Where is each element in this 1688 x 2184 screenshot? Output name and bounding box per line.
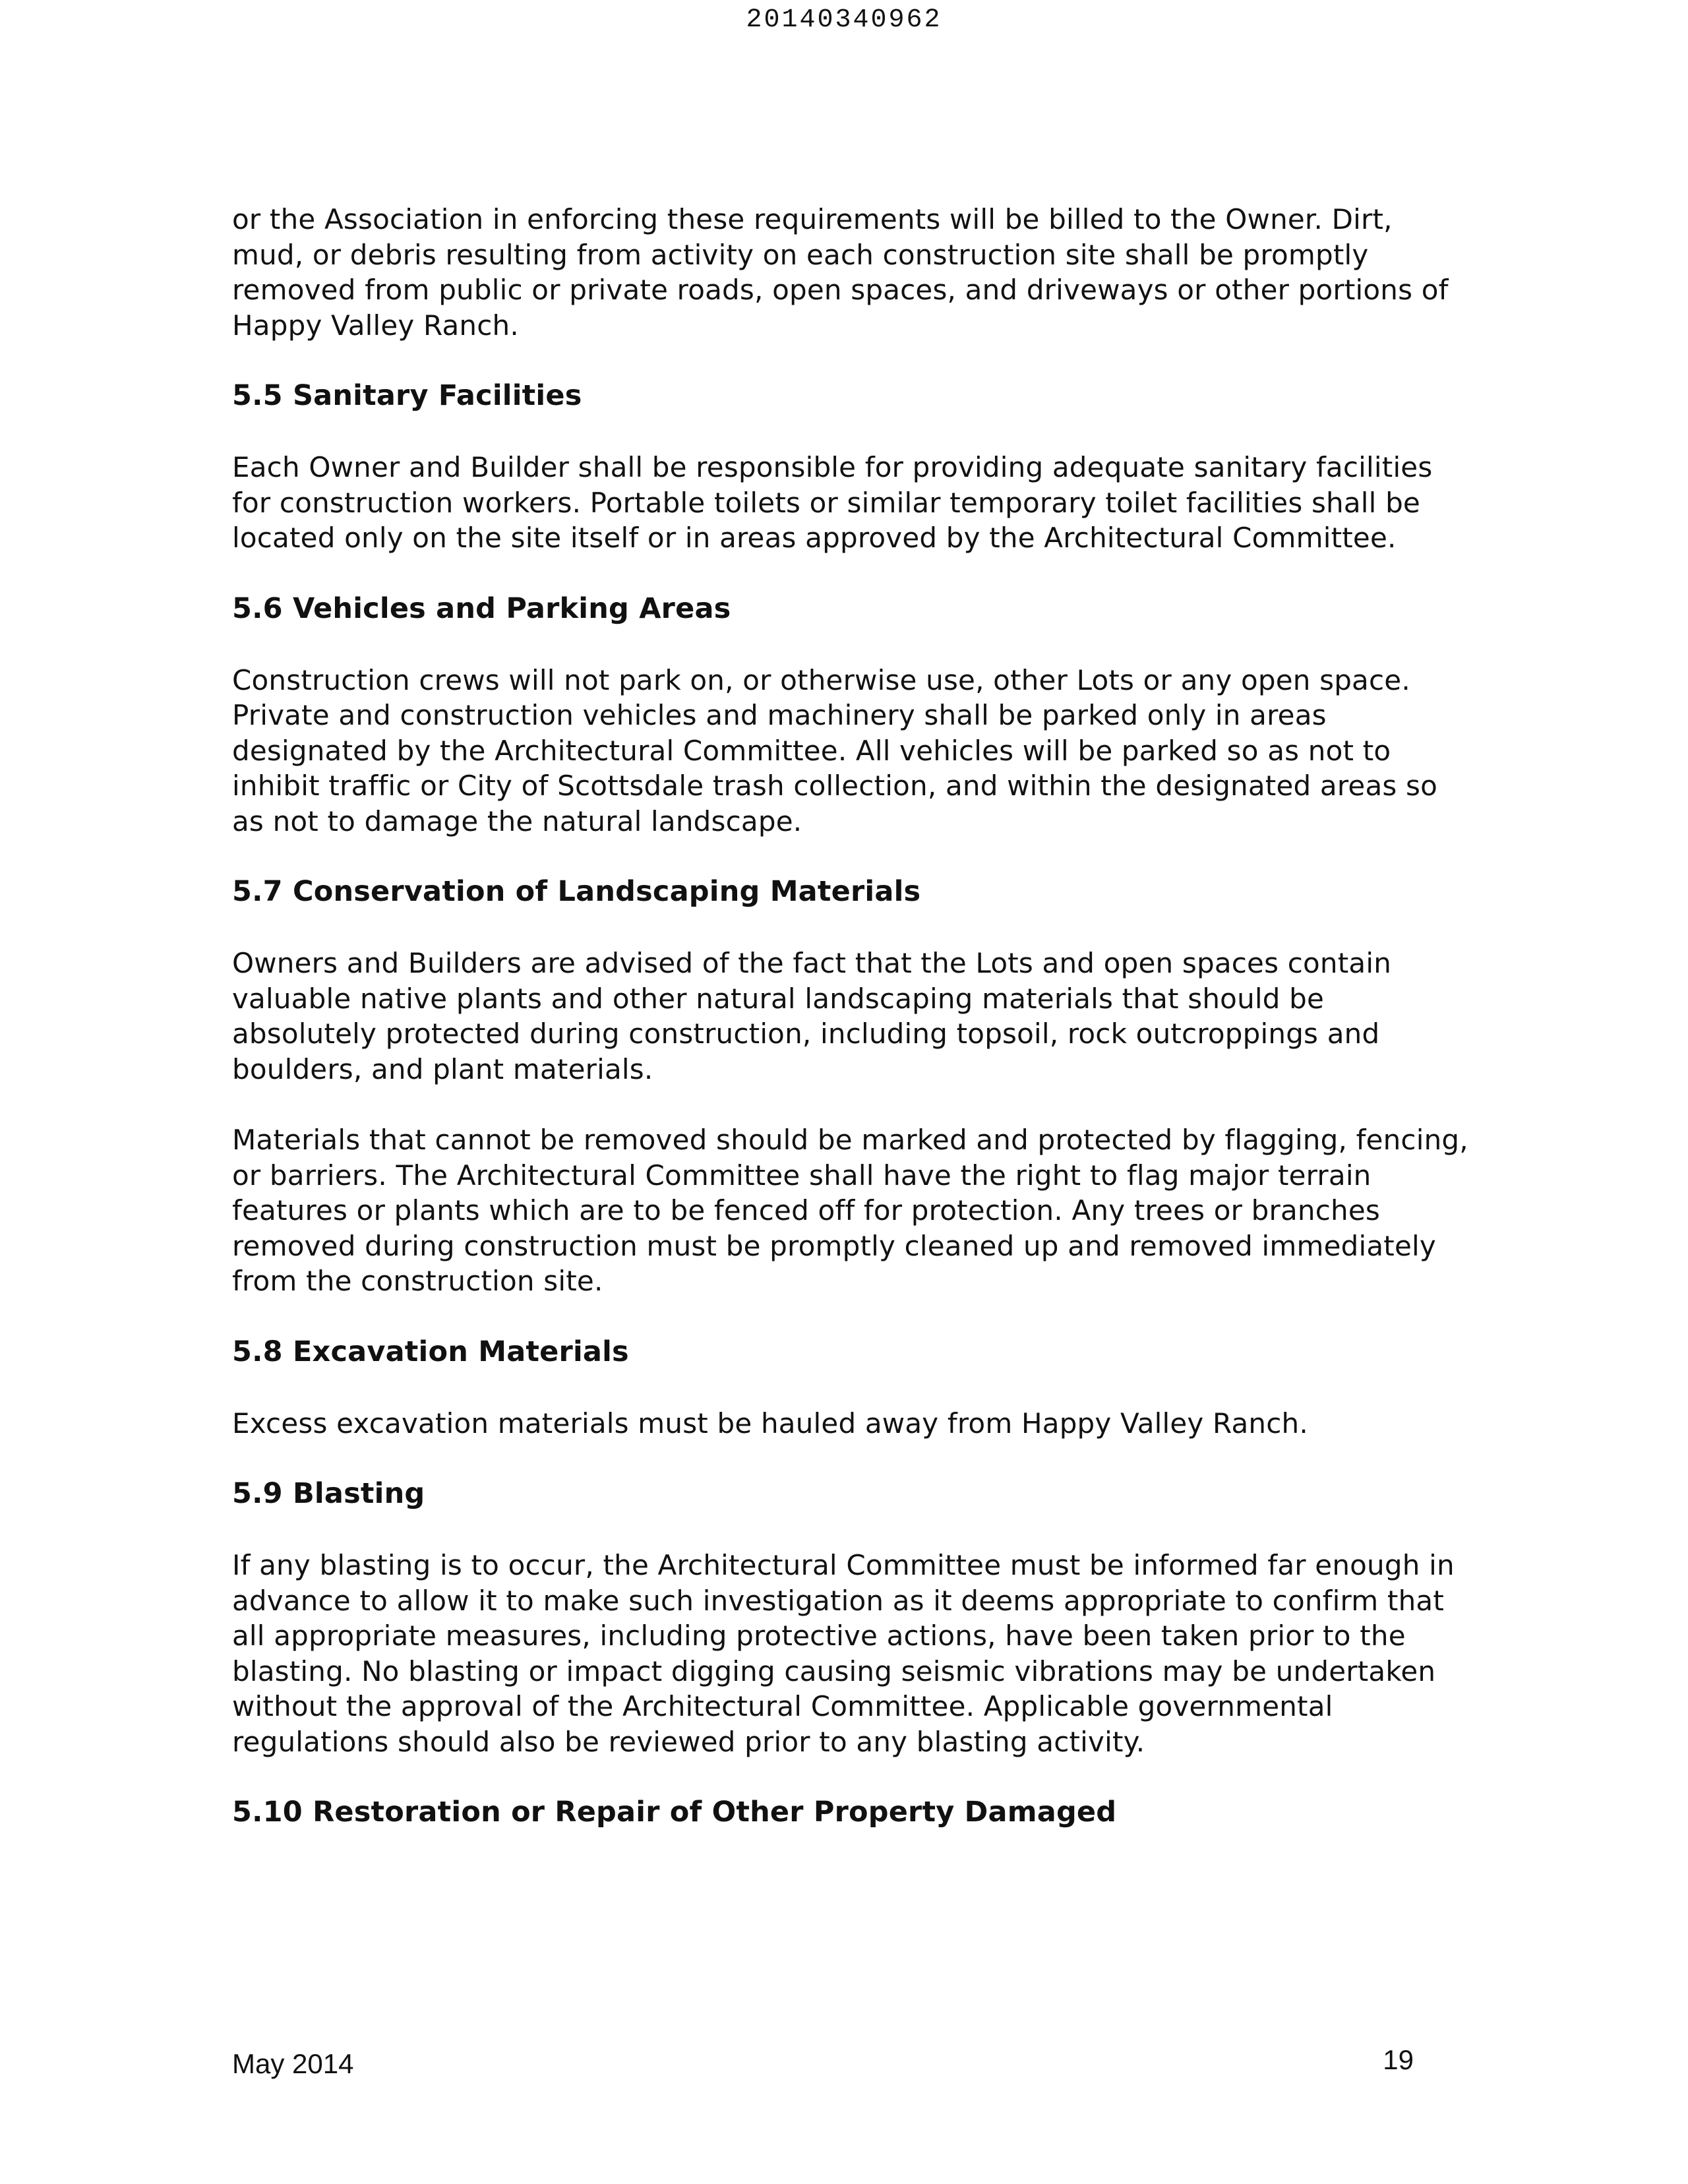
section-heading-5-6: 5.6 Vehicles and Parking Areas [232,592,731,625]
footer-date: May 2014 [232,2048,354,2079]
paragraph-sanitary-facilities: Each Owner and Builder shall be responsible for providing adequate sanitary facilities for construction workers. Portable toilets or similar temporary toilet facilities shall be located only on the site itself or in areas approved by the Architectural Committee. [232,451,1433,554]
paragraph-vehicles-parking: Construction crews will not park on, or otherwise use, other Lots or any open space. Private and construction vehicles and machinery shall be parked only in areas designated by the Architectural Committee. All vehicles will be parked so as not to inhibit traffic or City of Scottsdale trash collection, and within the designated areas so as not to damage the natural landscape. [232,663,1437,837]
section-heading-5-10: 5.10 Restoration or Repair of Other Property Damaged [232,1796,1117,1829]
section-heading-5-5: 5.5 Sanitary Facilities [232,379,582,412]
paragraph-blasting: If any blasting is to occur, the Architectural Committee must be informed far enough in advance to allow it to make such investigation as it deems appropriate to confirm that all appropriate measures, including protective actions, have been taken prior to the blasting. No blasting or impact digging causing seismic vibrations may be undertaken without the approval of the Architectural Committee. Applicable governmental regulations should also be reviewed prior to any blasting activity. [232,1549,1455,1758]
paragraph-excavation: Excess excavation materials must be hauled away from Happy Valley Ranch. [232,1407,1308,1440]
page-body [232,202,1472,1866]
paragraph-landscaping-1: Owners and Builders are advised of the fact that the Lots and open spaces contain valuable native plants and other natural landscaping materials that should be absolutely protected during construction, including topsoil, rock outcroppings and boulders, and plant materials. [232,947,1392,1085]
section-heading-5-8: 5.8 Excavation Materials [232,1335,629,1368]
section-heading-5-7: 5.7 Conservation of Landscaping Materials [232,875,921,908]
document-number: 20140340962 [746,5,942,35]
footer-page-number: 19 [1383,2044,1414,2075]
section-heading-5-9: 5.9 Blasting [232,1477,425,1510]
paragraph-landscaping-2: Materials that cannot be removed should be marked and protected by flagging, fencing, or barriers. The Architectural Committee shall have the right to flag major terrain features or plants which are to be fenced off for protection. Any trees or branches removed during construction must be promptly cleaned up and removed immediately from the construction site. [232,1124,1468,1297]
paragraph-continuation: or the Association in enforcing these requirements will be billed to the Owner. Dirt, mud, or debris resulting from activity on each construction site shall be promptly removed from public or private roads, open spaces, and driveways or other portions of Happy Valley Ranch. [232,203,1449,342]
